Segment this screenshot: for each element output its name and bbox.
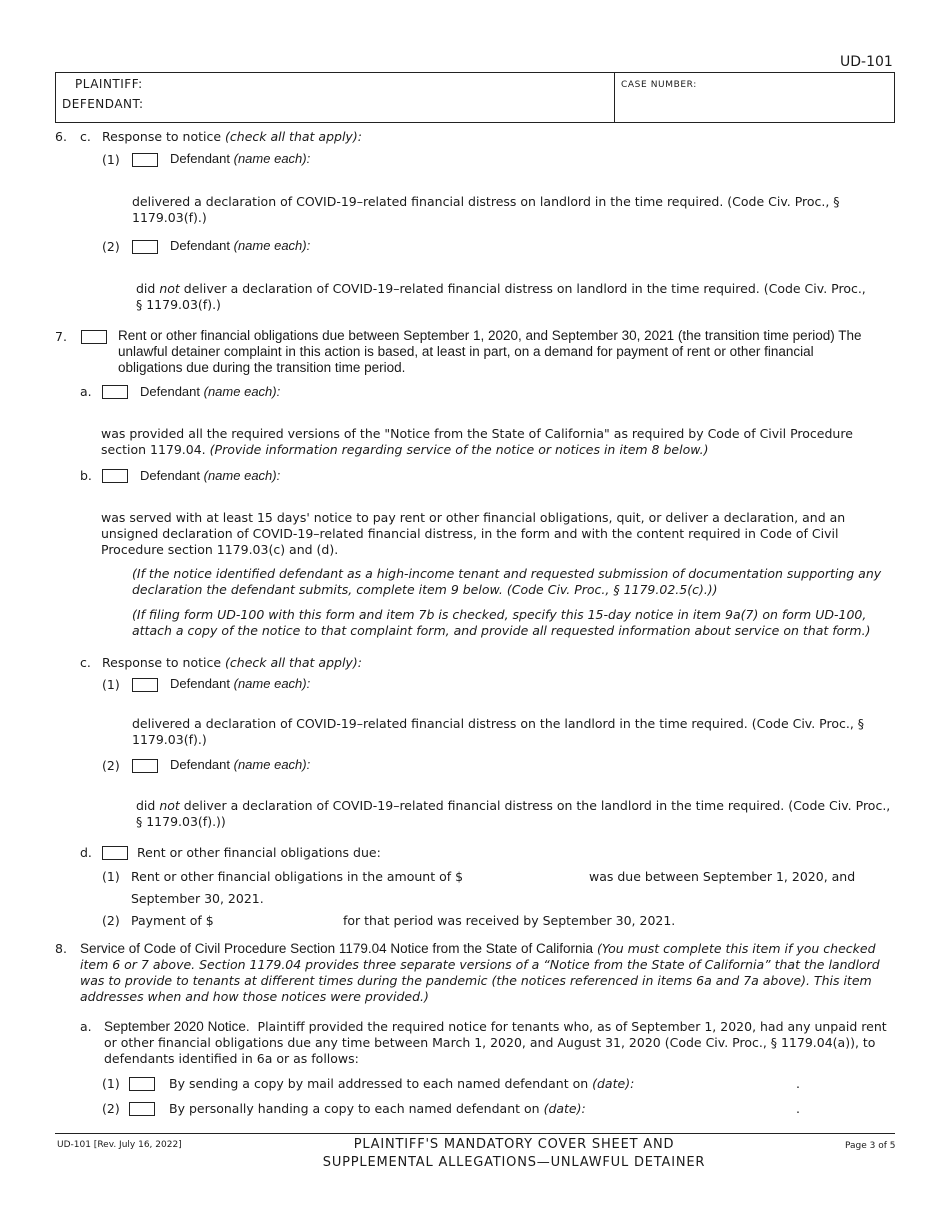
- item8-text: Service of Code of Civil Procedure Section 1179.04 Notice from the State of California (You must complete this item if you checked item 6 or 7 above. Section 1179.04 provides three separate versions of a “Notice from the State of California” that the landlord was to provide to tenants at different times during the pandemic (the notices referenced in items 6a and 7a above). This item addresses when and how those notices were provided.): [80, 941, 880, 1004]
- item7b-note-ud100: (If filing form UD-100 with this form and item 7b is checked, specify this 15-day notice in item 9a(7) on form UD-100, attach a copy of the notice to that complaint form, and provide all requested information about service on that form.): [132, 607, 871, 638]
- item7d2-number: (2): [102, 913, 120, 928]
- item7d-checkbox[interactable]: [102, 846, 128, 860]
- item6c2-label: Defendant (name each):: [170, 238, 311, 253]
- item8a2-end: .: [796, 1101, 800, 1116]
- item7-text: Rent or other financial obligations due between September 1, 2020, and September 30, 2021 (the transition time period) The unlawful detainer complaint in this action is based, at least in part, on a demand for payment of rent or other financial obligations due during the transition time period.: [118, 328, 862, 375]
- item8a1-checkbox[interactable]: [129, 1077, 155, 1091]
- item6c1-checkbox[interactable]: [132, 153, 158, 167]
- case-number-label: CASE NUMBER:: [621, 80, 697, 90]
- item7c2-number: (2): [102, 758, 120, 773]
- item7c2-checkbox[interactable]: [132, 759, 158, 773]
- item6c1-text: delivered a declaration of COVID-19–related financial distress on landlord in the time required. (Code Civ. Proc., § 1179.03(f).): [132, 194, 840, 225]
- item6-number: 6.: [55, 129, 67, 144]
- item6c2-checkbox[interactable]: [132, 240, 158, 254]
- item7d1-text: Rent or other financial obligations in the amount of $: [131, 869, 464, 884]
- footer-title-line2: SUPPLEMENTAL ALLEGATIONS—UNLAWFUL DETAINER: [322, 1155, 706, 1170]
- item7-checkbox[interactable]: [81, 330, 107, 344]
- item7a-label: Defendant (name each):: [140, 384, 281, 399]
- item7b-checkbox[interactable]: [102, 469, 128, 483]
- item7-number: 7.: [55, 329, 67, 344]
- item6c1-number: (1): [102, 152, 120, 167]
- item6c2-number: (2): [102, 239, 120, 254]
- item7a-letter: a.: [80, 384, 92, 399]
- item7d-letter: d.: [80, 845, 92, 860]
- caption-divider: [614, 72, 615, 123]
- defendant-label: DEFENDANT:: [62, 97, 144, 111]
- item6c1-label: Defendant (name each):: [170, 151, 311, 166]
- item7c2-label: Defendant (name each):: [170, 757, 311, 772]
- item7b-text: was served with at least 15 days' notice to pay rent or other financial obligations, quit, or deliver a declaration, and an unsigned declaration of COVID-19–related financial distress, in the form and with the content required in Code of Civil Procedure section 1179.03(c) and (d).: [101, 510, 846, 557]
- item8a1-end: .: [796, 1076, 800, 1091]
- form-id: UD-101: [840, 54, 893, 70]
- item7b-note-high-income: (If the notice identified defendant as a high-income tenant and requested submission of documentation supporting any declaration the defendant submits, complete item 9 below. (Code Civ. Proc., § 1179.02.5(c).)): [132, 566, 882, 597]
- item7b-letter: b.: [80, 468, 92, 483]
- item7d1-text-date: September 30, 2021.: [131, 891, 264, 906]
- item8-number: 8.: [55, 941, 67, 956]
- item8a1-number: (1): [102, 1076, 120, 1091]
- item8a1-text: By sending a copy by mail addressed to each named defendant on (date):: [169, 1076, 635, 1091]
- footer-revision: UD-101 [Rev. July 16, 2022]: [57, 1140, 182, 1150]
- item7c1-number: (1): [102, 677, 120, 692]
- item6c-letter: c.: [80, 129, 91, 144]
- item7d1-text-due: was due between September 1, 2020, and: [589, 869, 856, 884]
- item7d-text: Rent or other financial obligations due:: [137, 845, 381, 860]
- item7d1-number: (1): [102, 869, 120, 884]
- item8a2-text: By personally handing a copy to each named defendant on (date):: [169, 1101, 586, 1116]
- item7d2-text: Payment of $: [131, 913, 214, 928]
- item8a2-checkbox[interactable]: [129, 1102, 155, 1116]
- item7b-label: Defendant (name each):: [140, 468, 281, 483]
- item7c-letter: c.: [80, 655, 91, 670]
- item7a-checkbox[interactable]: [102, 385, 128, 399]
- caption-box: [55, 72, 895, 123]
- item8a-text: September 2020 Notice. Plaintiff provided the required notice for tenants who, as of September 1, 2020, had any unpaid rent or other financial obligations due any time between March 1, 2020, and August 31, 2020 (Code Civ. Proc., § 1179.04(a)), to defendants identified in 6a or as follows:: [104, 1019, 887, 1066]
- item7a-text: was provided all the required versions of the "Notice from the State of California" as required by Code of Civil Procedure section 1179.04. (Provide information regarding service of the notice or notices in item 8 below.): [101, 426, 853, 457]
- item7c1-text: delivered a declaration of COVID-19–related financial distress on the landlord in the time required. (Code Civ. Proc., § 1179.03(f).): [132, 716, 865, 747]
- item8a2-number: (2): [102, 1101, 120, 1116]
- item7c1-label: Defendant (name each):: [170, 676, 311, 691]
- item8a-letter: a.: [80, 1019, 92, 1034]
- item7d2-text-received: for that period was received by September 30, 2021.: [343, 913, 676, 928]
- footer-rule: [55, 1133, 895, 1134]
- item7c1-checkbox[interactable]: [132, 678, 158, 692]
- item6c-heading: Response to notice (check all that apply):: [102, 129, 362, 144]
- footer-page-number: Page 3 of 5: [845, 1141, 896, 1151]
- item7c-heading: Response to notice (check all that apply):: [102, 655, 362, 670]
- plaintiff-label: PLAINTIFF:: [75, 77, 143, 91]
- footer-title-line1: PLAINTIFF'S MANDATORY COVER SHEET AND: [353, 1137, 675, 1152]
- item6c2-text: did not deliver a declaration of COVID-19–related financial distress on landlord in the time required. (Code Civ. Proc., § 1179.03(f).): [136, 281, 866, 312]
- item7c2-text: did not deliver a declaration of COVID-19–related financial distress on the landlord in the time required. (Code Civ. Proc., § 1179.03(f).)): [136, 798, 891, 829]
